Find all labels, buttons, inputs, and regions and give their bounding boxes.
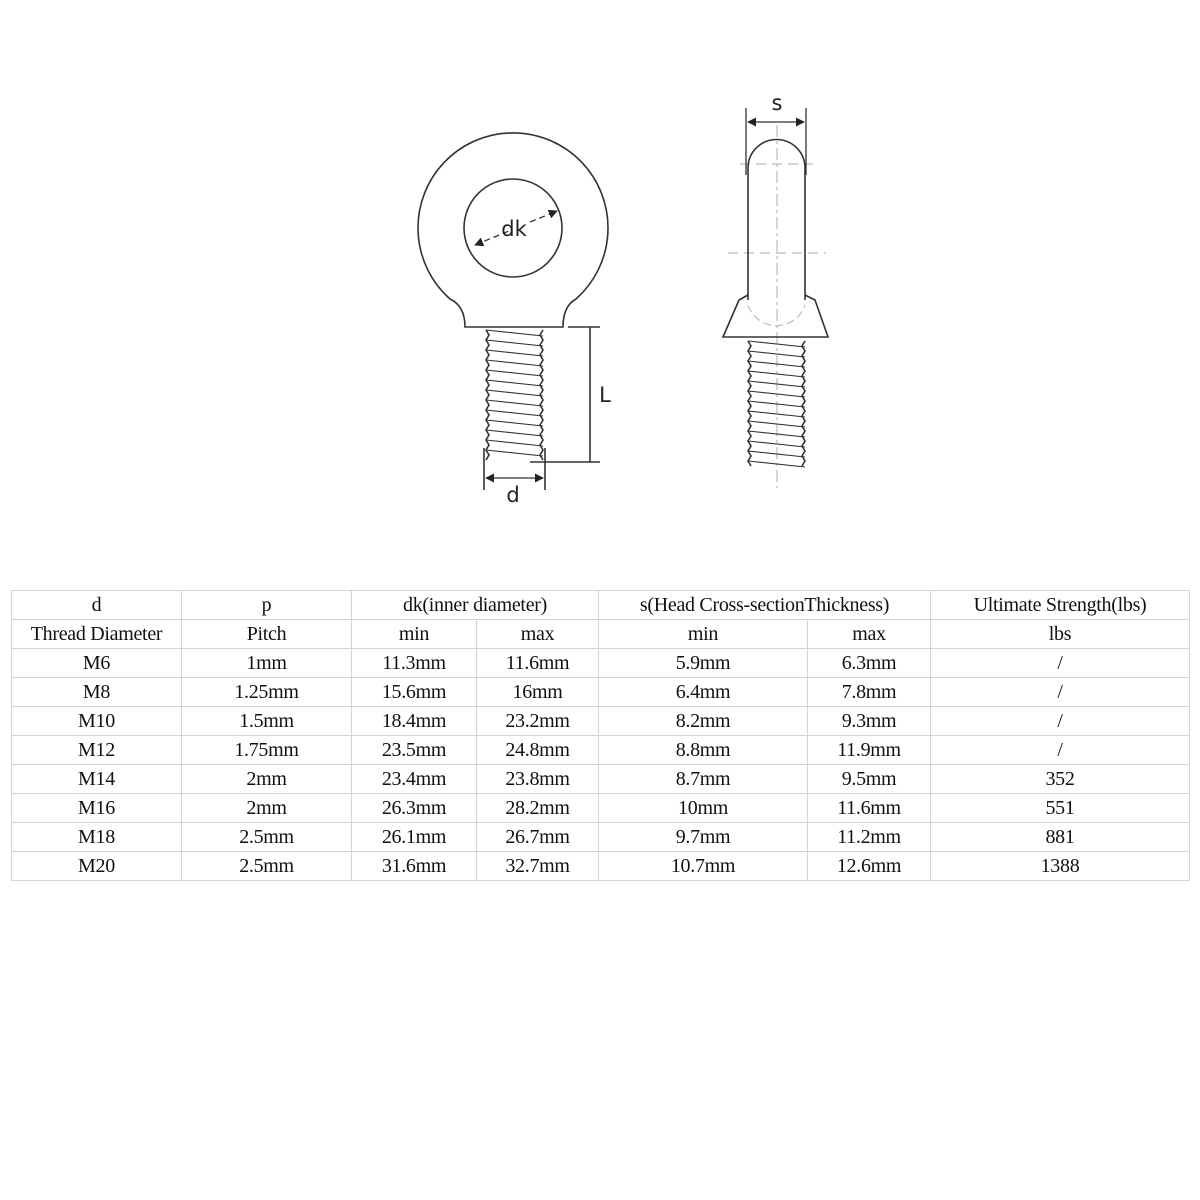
table-cell: 11.3mm: [352, 649, 477, 678]
table-cell: 15.6mm: [352, 678, 477, 707]
table-cell: 31.6mm: [352, 852, 477, 881]
table-cell: 6.3mm: [808, 649, 931, 678]
table-row: [12, 736, 1190, 765]
thread-line: [486, 430, 543, 436]
label-L: L: [599, 383, 611, 407]
table-cell: M8: [12, 678, 182, 707]
table-cell: 9.5mm: [808, 765, 931, 794]
table-cell: M14: [12, 765, 182, 794]
thread-line: [748, 461, 805, 467]
table-cell: 26.7mm: [477, 823, 599, 852]
label-dk: dk: [501, 217, 527, 241]
table-cell: 26.1mm: [352, 823, 477, 852]
thread-edge: [748, 341, 751, 466]
table-cell: 7.8mm: [808, 678, 931, 707]
table-cell: 8.2mm: [599, 707, 808, 736]
table-cell: 1.25mm: [182, 678, 352, 707]
header-cell: s(Head Cross-sectionThickness): [599, 591, 931, 620]
table-cell: 23.4mm: [352, 765, 477, 794]
table-cell: /: [931, 649, 1190, 678]
table-cell: 352: [931, 765, 1190, 794]
table-row: [12, 794, 1190, 823]
table-cell: 881: [931, 823, 1190, 852]
collar: [723, 295, 828, 337]
thread-line: [486, 330, 543, 336]
table-cell: 18.4mm: [352, 707, 477, 736]
side-view: [723, 108, 828, 488]
eye-bolt-diagram: [0, 0, 1200, 560]
thread-line: [486, 410, 543, 416]
table-cell: 2mm: [182, 765, 352, 794]
header-cell: Pitch: [182, 620, 352, 649]
table-cell: M16: [12, 794, 182, 823]
table-cell: 32.7mm: [477, 852, 599, 881]
header-cell: min: [599, 620, 808, 649]
table-cell: 9.3mm: [808, 707, 931, 736]
table-cell: /: [931, 736, 1190, 765]
table-cell: 1mm: [182, 649, 352, 678]
header-cell: p: [182, 591, 352, 620]
table-cell: 12.6mm: [808, 852, 931, 881]
table-cell: M6: [12, 649, 182, 678]
table-cell: M18: [12, 823, 182, 852]
header-row-2: [12, 620, 1190, 649]
label-s: s: [771, 91, 783, 115]
thread-line: [486, 440, 543, 446]
thread-line: [486, 360, 543, 366]
thread-line: [486, 400, 543, 406]
table-cell: 26.3mm: [352, 794, 477, 823]
thread-edge: [540, 330, 543, 460]
thread-line: [486, 340, 543, 346]
table-cell: 1388: [931, 852, 1190, 881]
table-cell: 6.4mm: [599, 678, 808, 707]
thread-front: [486, 330, 543, 460]
table-cell: /: [931, 678, 1190, 707]
table-cell: 10.7mm: [599, 852, 808, 881]
table-cell: 11.6mm: [808, 794, 931, 823]
header-cell: min: [352, 620, 477, 649]
thread-line: [486, 390, 543, 396]
header-cell: Thread Diameter: [12, 620, 182, 649]
header-cell: max: [477, 620, 599, 649]
thread-line: [486, 370, 543, 376]
table-cell: 9.7mm: [599, 823, 808, 852]
header-cell: lbs: [931, 620, 1190, 649]
table-row: [12, 852, 1190, 881]
table-cell: /: [931, 707, 1190, 736]
table-cell: 551: [931, 794, 1190, 823]
label-d: d: [506, 483, 520, 507]
thread-line: [486, 380, 543, 386]
header-cell: Ultimate Strength(lbs): [931, 591, 1190, 620]
table-cell: 2.5mm: [182, 823, 352, 852]
table-row: [12, 649, 1190, 678]
table-cell: 1.75mm: [182, 736, 352, 765]
table-cell: 16mm: [477, 678, 599, 707]
header-cell: dk(inner diameter): [352, 591, 599, 620]
table-row: [12, 823, 1190, 852]
table-cell: M10: [12, 707, 182, 736]
thread-line: [486, 350, 543, 356]
table-cell: 24.8mm: [477, 736, 599, 765]
table-cell: 5.9mm: [599, 649, 808, 678]
table-cell: 8.7mm: [599, 765, 808, 794]
table-cell: M12: [12, 736, 182, 765]
table-cell: 11.9mm: [808, 736, 931, 765]
thread-line: [486, 420, 543, 426]
table-row: [12, 678, 1190, 707]
table-cell: 11.2mm: [808, 823, 931, 852]
table-cell: 2.5mm: [182, 852, 352, 881]
table-cell: 23.8mm: [477, 765, 599, 794]
table-cell: 11.6mm: [477, 649, 599, 678]
thread-line: [486, 450, 543, 456]
header-cell: d: [12, 591, 182, 620]
table-cell: 23.2mm: [477, 707, 599, 736]
table-row: [12, 707, 1190, 736]
table-cell: 1.5mm: [182, 707, 352, 736]
table-cell: 10mm: [599, 794, 808, 823]
table-cell: M20: [12, 852, 182, 881]
spec-table: [11, 590, 1190, 881]
table-cell: 8.8mm: [599, 736, 808, 765]
table-row: [12, 765, 1190, 794]
table-cell: 2mm: [182, 794, 352, 823]
header-row-1: [12, 591, 1190, 620]
table-cell: 23.5mm: [352, 736, 477, 765]
front-view: [418, 133, 608, 490]
header-cell: max: [808, 620, 931, 649]
table-cell: 28.2mm: [477, 794, 599, 823]
